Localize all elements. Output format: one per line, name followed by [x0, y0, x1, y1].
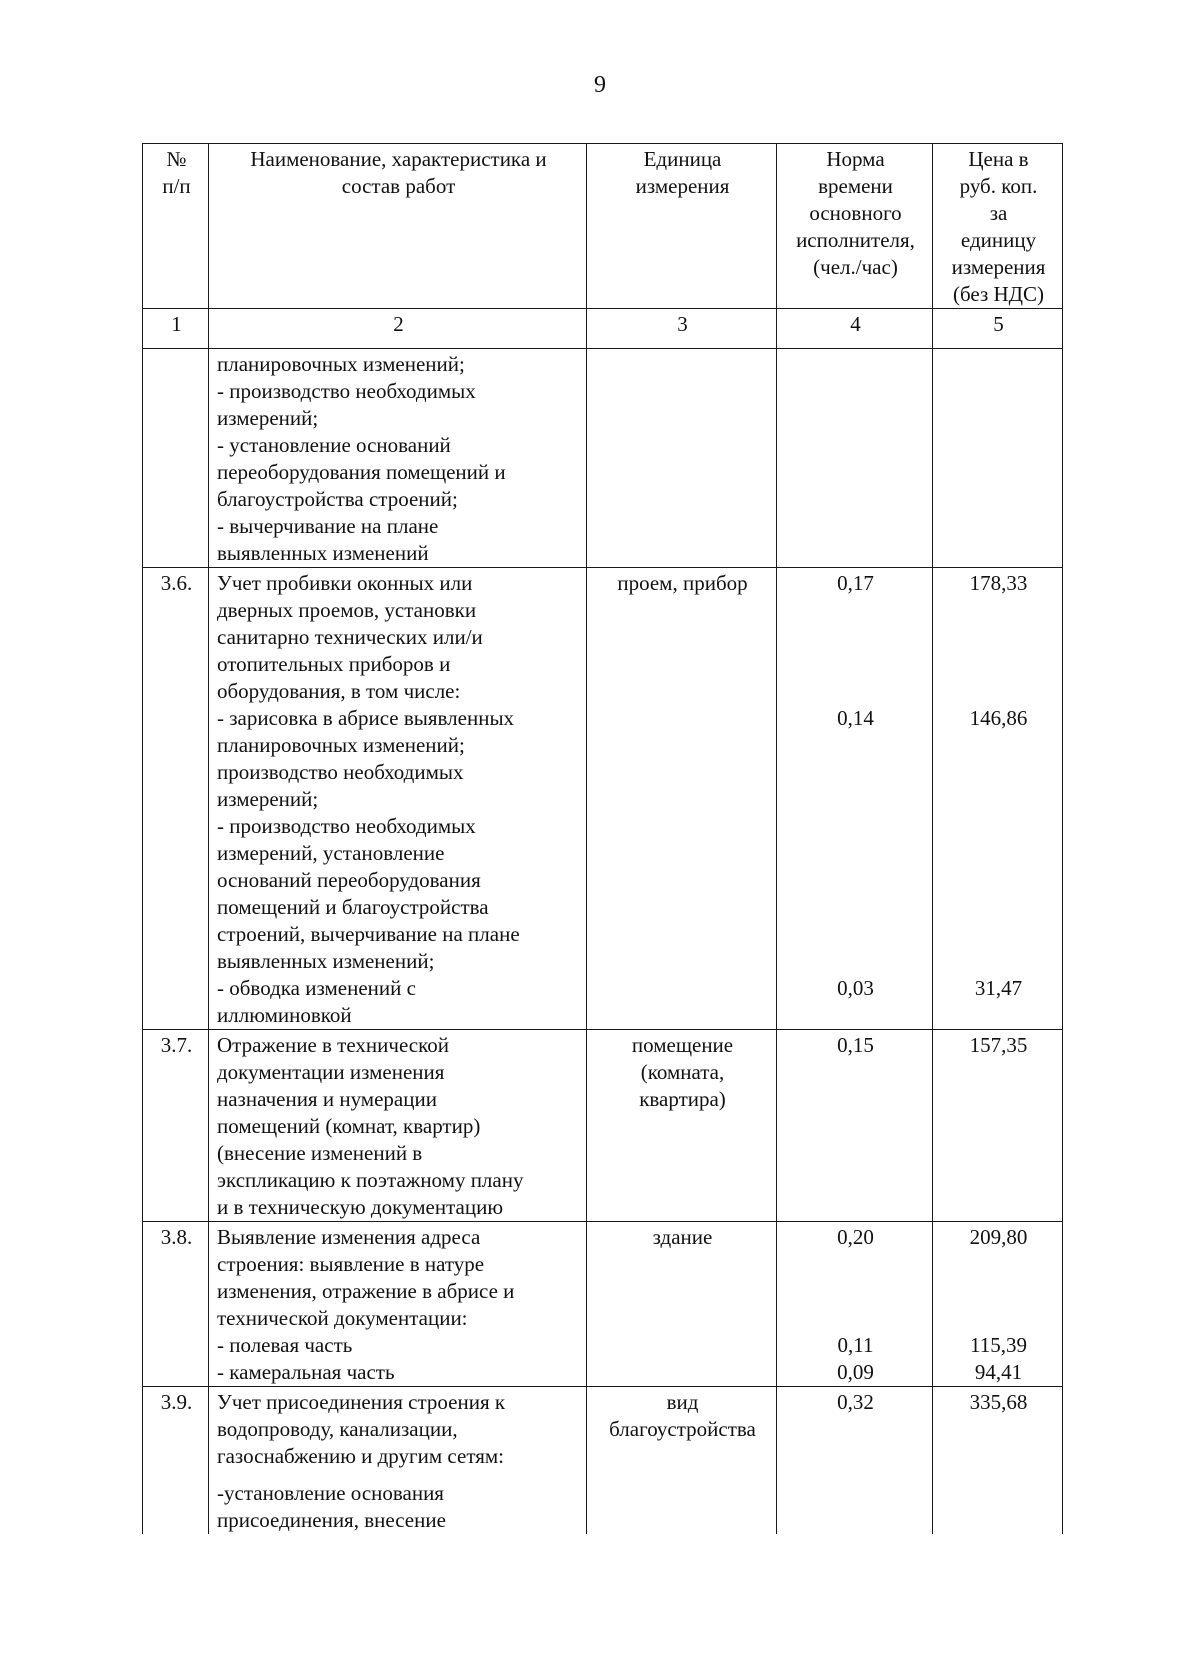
row-description: Отражение в технической документации изменения назначения и нумерации помещений (комнат, квартир) (внесение изменений в экспликацию к поэтажному плану и в техническую документацию — [209, 1030, 587, 1222]
page-number: 9 — [594, 72, 606, 98]
table-row — [143, 1030, 1063, 1222]
row-unit — [587, 349, 777, 568]
column-number: 5 — [933, 309, 1063, 349]
row-price — [933, 349, 1063, 568]
row-unit: здание — [587, 1222, 777, 1387]
row-description: Выявление изменения адреса строения: выявление в натуре изменения, отражение в абрисе и технической документации: - полевая часть - камеральная часть — [209, 1222, 587, 1387]
column-number: 4 — [777, 309, 933, 349]
row-price: 157,35 — [933, 1030, 1063, 1222]
header-col-norm: Норма времени основного исполнителя, (чел./час) — [777, 144, 933, 309]
column-number: 3 — [587, 309, 777, 349]
row-number: 3.9. — [143, 1387, 209, 1535]
column-numbers-row — [143, 309, 1063, 349]
row-norm: 0,15 — [777, 1030, 933, 1222]
row-description: планировочных изменений; - производство необходимых измерений; - установление оснований переоборудования помещений и благоустройства строений; - вычерчивание на плане выявленных изменений — [209, 349, 587, 568]
table-row — [143, 1387, 1063, 1535]
row-norm — [777, 349, 933, 568]
column-number: 2 — [209, 309, 587, 349]
row-number: 3.6. — [143, 568, 209, 1030]
header-col-price: Цена в руб. коп. за единицу измерения (без НДС) — [933, 144, 1063, 309]
table-header-row — [143, 144, 1063, 309]
row-unit: проем, прибор — [587, 568, 777, 1030]
header-col-unit: Единица измерения — [587, 144, 777, 309]
row-price: 335,68 — [933, 1387, 1063, 1535]
row-number: 3.8. — [143, 1222, 209, 1387]
row-price: 209,80 115,39 94,41 — [933, 1222, 1063, 1387]
table-row — [143, 1222, 1063, 1387]
norms-table — [142, 143, 1063, 1534]
row-number — [143, 349, 209, 568]
table-row — [143, 349, 1063, 568]
row-description: Учет присоединения строения к водопроводу, канализации, газоснабжению и другим сетям: -установление основания присоединения, внесение — [209, 1387, 587, 1535]
row-unit: вид благоустройства — [587, 1387, 777, 1535]
header-col-number: № п/п — [143, 144, 209, 309]
row-price: 178,33 146,86 31,47 — [933, 568, 1063, 1030]
table-row — [143, 568, 1063, 1030]
row-unit: помещение (комната, квартира) — [587, 1030, 777, 1222]
row-description: Учет пробивки оконных или дверных проемов, установки санитарно технических или/и отопительных приборов и оборудования, в том числе: - зарисовка в абрисе выявленных планировочных изменений; производство необходимых измерений; - производство необходимых измерений, установление оснований переоборудования помещений и благоустройства строений, вычерчивание на плане выявленных изменений; - обводка изменений с иллюминовкой — [209, 568, 587, 1030]
row-norm: 0,17 0,14 0,03 — [777, 568, 933, 1030]
row-norm: 0,20 0,11 0,09 — [777, 1222, 933, 1387]
header-col-name: Наименование, характеристика и состав работ — [209, 144, 587, 309]
row-number: 3.7. — [143, 1030, 209, 1222]
row-norm: 0,32 — [777, 1387, 933, 1535]
column-number: 1 — [143, 309, 209, 349]
